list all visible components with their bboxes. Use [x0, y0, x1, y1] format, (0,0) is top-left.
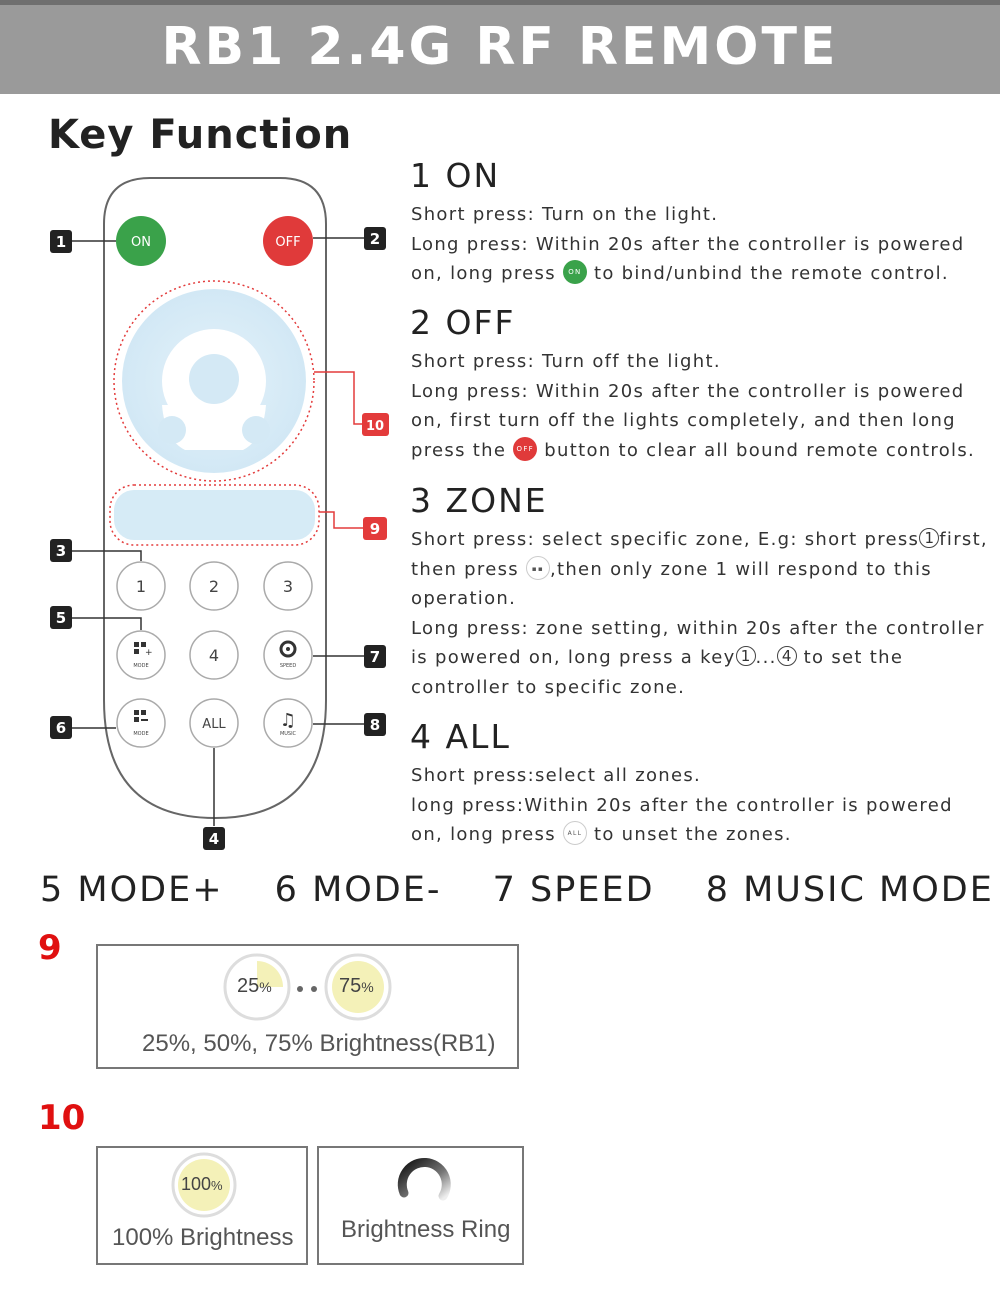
item-9-label: 9 [38, 928, 62, 968]
svg-text:3: 3 [55, 542, 67, 560]
section-all-heading: 4 ALL [410, 717, 511, 756]
all-key[interactable] [190, 699, 238, 747]
pct-value: 100 [181, 1174, 212, 1194]
callout-6 [50, 716, 72, 739]
section-zone-heading: 3 ZONE [410, 481, 548, 520]
text-line: Long press: Within 20s after the controller is powered [411, 233, 965, 255]
text-line [411, 525, 988, 555]
item-10-ring-panel [317, 1146, 524, 1265]
text-fragment: to bind/unbind the remote control. [593, 263, 949, 284]
svg-text:+: + [145, 648, 153, 658]
callout-10 [362, 413, 389, 436]
text-line: Short press:select all zones. [411, 765, 702, 786]
svg-text:3: 3 [282, 577, 294, 596]
zone-key-2[interactable] [190, 562, 238, 610]
svg-text:MODE: MODE [133, 663, 149, 669]
item-9-panel [96, 944, 519, 1069]
text-line: on, first turn off the lights completely, and then long [411, 410, 956, 431]
section-off-heading: 2 OFF [410, 303, 516, 342]
legend-music-mode: 8 MUSIC MODE [705, 870, 994, 910]
key-legend-row [40, 870, 1000, 910]
zone-key-3[interactable] [264, 562, 312, 610]
svg-text:9: 9 [369, 520, 381, 538]
text-fragment: on, long press [411, 263, 556, 284]
pct-25 [237, 975, 272, 998]
text-fragment: is powered on, long press a key [411, 647, 736, 668]
text-line: long press:Within 20s after the controller is powered [411, 794, 953, 816]
section-on-heading: 1 ON [410, 156, 501, 195]
on-button-label: ON [131, 235, 151, 250]
section-on [408, 156, 988, 289]
on-button[interactable] [116, 216, 166, 266]
banner-title: RB1 2.4G RF REMOTE [161, 17, 839, 77]
text-fragment: on, long press [411, 824, 556, 845]
svg-text:4: 4 [208, 830, 220, 848]
remote-illustration [0, 160, 400, 860]
text-fragment: button to clear all bound remote controls. [544, 439, 976, 461]
item-10-brightness-panel [96, 1146, 308, 1265]
text-fragment: then press [411, 558, 519, 580]
pct-sign: % [259, 979, 272, 995]
section-off [408, 303, 988, 465]
callout-8 [364, 713, 386, 736]
text-line: Long press: zone setting, within 20s after the controller [411, 617, 985, 639]
svg-text:8: 8 [369, 716, 381, 734]
callout-7 [364, 645, 386, 668]
mode-key-icon: ▪▪ [526, 556, 550, 580]
svg-text:MODE: MODE [133, 731, 149, 737]
svg-text:5: 5 [55, 609, 67, 627]
svg-text:6: 6 [55, 719, 67, 737]
zone-1-key-icon: 1 [919, 528, 939, 548]
zone-4-key-icon: 4 [777, 646, 797, 666]
callout-4 [203, 827, 225, 850]
speed-key[interactable] [264, 631, 312, 679]
legend-mode-minus: 6 MODE- [274, 870, 442, 910]
text-line [411, 820, 988, 850]
on-button-icon: ON [563, 260, 587, 284]
svg-text:10: 10 [365, 419, 385, 434]
off-button-icon: OFF [513, 437, 537, 461]
all-key-icon: ALL [563, 821, 587, 845]
zone-key-1[interactable] [117, 562, 165, 610]
mode-plus-key[interactable] [117, 631, 165, 679]
svg-text:2: 2 [208, 577, 220, 596]
pct-sign: % [211, 1178, 223, 1193]
svg-text:2: 2 [369, 230, 381, 248]
music-key[interactable] [264, 699, 312, 747]
item-9-caption: 25%, 50%, 75% Brightness(RB1) [142, 1030, 496, 1057]
brightness-bar[interactable] [110, 485, 319, 545]
zone-key-4[interactable] [190, 631, 238, 679]
text-fragment: press the [411, 439, 507, 461]
item-10-caption-b: Brightness Ring [341, 1216, 511, 1243]
item-10-label: 10 [38, 1098, 86, 1138]
text-fragment: ,then only zone 1 will respond to this [549, 558, 932, 580]
svg-text:7: 7 [369, 648, 381, 666]
svg-text:1: 1 [55, 233, 67, 251]
text-line [411, 259, 988, 289]
svg-text:SPEED: SPEED [279, 663, 297, 669]
legend-speed: 7 SPEED [492, 870, 655, 910]
callout-9 [363, 517, 387, 540]
svg-text:1: 1 [135, 577, 147, 596]
text-line: Long press: Within 20s after the controller is powered [411, 380, 965, 402]
callout-3 [50, 539, 72, 562]
title-banner [0, 0, 1000, 94]
pct-sign: % [361, 979, 374, 995]
text-line: Short press: Turn on the light. [411, 204, 719, 225]
callout-2 [364, 227, 386, 250]
svg-text:MUSIC: MUSIC [279, 731, 297, 737]
zone-1-key-icon: 1 [736, 646, 756, 666]
brightness-indicators [98, 946, 517, 1026]
key-function-title: Key Function [48, 112, 353, 158]
pct-value: 75 [339, 975, 362, 997]
pct-100 [181, 1174, 223, 1195]
mode-minus-key[interactable] [117, 699, 165, 747]
callout-5 [50, 606, 72, 629]
off-button[interactable] [263, 216, 313, 266]
text-line: controller to specific zone. [411, 676, 686, 698]
text-fragment: to set the [803, 647, 904, 668]
section-zone [408, 481, 988, 702]
pct-75 [339, 975, 374, 998]
callout-1 [50, 230, 72, 253]
pct-value: 25 [237, 975, 260, 997]
text-fragment: Short press: select specific zone, E.g: short press [411, 529, 920, 550]
item-10-caption-a: 100% Brightness [112, 1224, 294, 1251]
text-line [411, 643, 988, 673]
text-fragment: first, [939, 529, 988, 550]
svg-text:ALL: ALL [202, 717, 226, 732]
off-button-label: OFF [275, 235, 301, 250]
svg-text:♫: ♫ [279, 710, 297, 731]
text-line [411, 555, 988, 585]
brightness-ring-icon [319, 1148, 522, 1218]
text-fragment: ... [755, 647, 777, 668]
legend-mode-plus: 5 MODE+ [40, 870, 224, 910]
text-line: operation. [411, 588, 517, 609]
text-line: Short press: Turn off the light. [411, 351, 721, 372]
text-line [411, 436, 988, 466]
section-all [408, 717, 988, 850]
text-fragment: to unset the zones. [593, 824, 792, 845]
svg-text:4: 4 [208, 646, 220, 665]
